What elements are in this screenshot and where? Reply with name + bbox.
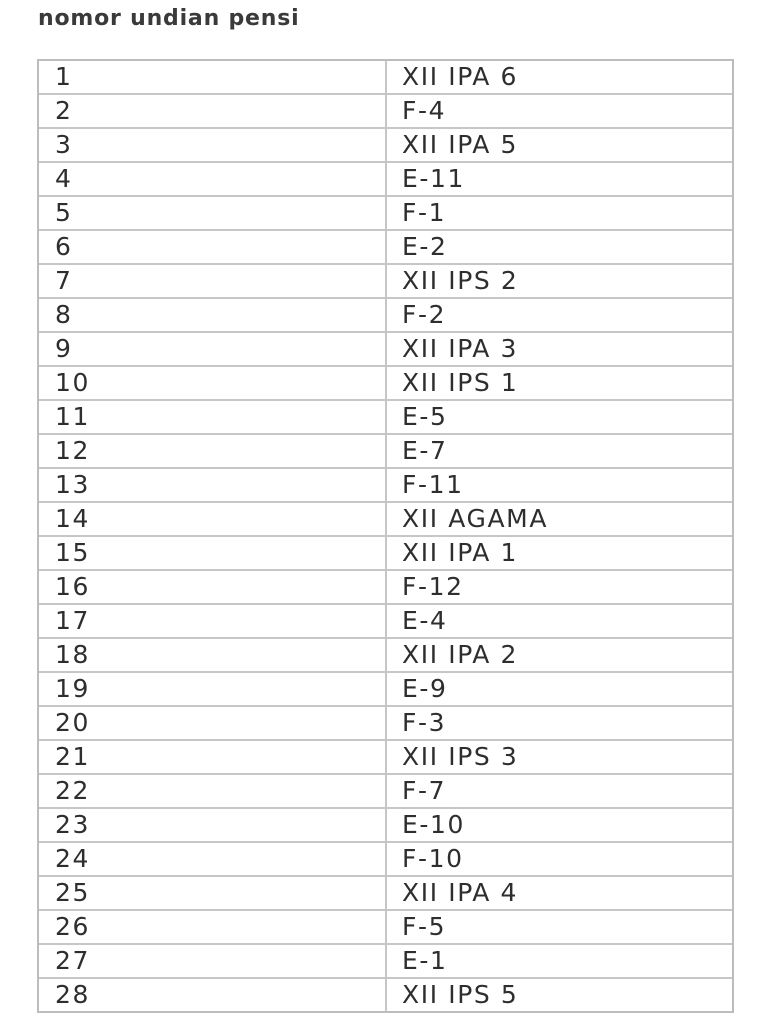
class-name-cell: XII IPA 2 bbox=[386, 638, 732, 672]
draw-number-cell: 21 bbox=[39, 740, 386, 774]
draw-number-cell: 2 bbox=[39, 94, 386, 128]
class-name-cell: XII AGAMA bbox=[386, 502, 732, 536]
class-name-cell: F-10 bbox=[386, 842, 732, 876]
draw-number-cell: 6 bbox=[39, 230, 386, 264]
table-row bbox=[39, 196, 732, 230]
draw-number-cell: 25 bbox=[39, 876, 386, 910]
class-name-cell: E-5 bbox=[386, 400, 732, 434]
draw-number-cell: 13 bbox=[39, 468, 386, 502]
class-name-cell: XII IPS 5 bbox=[402, 980, 519, 1009]
class-name-cell: E-1 bbox=[386, 944, 732, 978]
draw-number-cell: 1 bbox=[39, 61, 386, 94]
table-body bbox=[39, 61, 732, 1011]
table-row bbox=[39, 876, 732, 910]
table-row bbox=[39, 128, 732, 162]
draw-number-cell: 9 bbox=[39, 332, 386, 366]
class-name-cell: XII IPA 5 bbox=[386, 128, 732, 162]
class-name-cell: XII IPA 3 bbox=[386, 332, 732, 366]
class-name-cell: XII IPS 2 bbox=[386, 264, 732, 298]
table-row bbox=[39, 400, 732, 434]
draw-number-cell: 20 bbox=[39, 706, 386, 740]
class-name-cell: XII IPS 3 bbox=[386, 740, 732, 774]
class-name-cell: E-10 bbox=[386, 808, 732, 842]
class-name-cell: F-2 bbox=[386, 298, 732, 332]
table-row bbox=[39, 740, 732, 774]
class-name-cell: XII IPA 1 bbox=[386, 536, 732, 570]
table-row bbox=[39, 230, 732, 264]
draw-number-cell: 11 bbox=[39, 400, 386, 434]
lottery-table-grid bbox=[39, 61, 732, 1011]
table-row bbox=[39, 944, 732, 978]
draw-number-cell: 24 bbox=[39, 842, 386, 876]
table-row bbox=[39, 706, 732, 740]
table-row bbox=[39, 264, 732, 298]
table-row bbox=[39, 162, 732, 196]
draw-number-cell: 23 bbox=[39, 808, 386, 842]
table-row bbox=[39, 434, 732, 468]
class-name-cell: F-1 bbox=[386, 196, 732, 230]
table-row bbox=[39, 94, 732, 128]
table-row bbox=[39, 774, 732, 808]
table-row bbox=[39, 842, 732, 876]
draw-number-cell: 4 bbox=[39, 162, 386, 196]
draw-number-cell: 22 bbox=[39, 774, 386, 808]
draw-number-cell: 7 bbox=[39, 264, 386, 298]
draw-number-cell: 28 bbox=[39, 978, 386, 1011]
table-row bbox=[39, 570, 732, 604]
table-row bbox=[39, 808, 732, 842]
table-row bbox=[39, 536, 732, 570]
table-row bbox=[39, 468, 732, 502]
draw-number-cell: 27 bbox=[39, 944, 386, 978]
draw-number-cell: 17 bbox=[39, 604, 386, 638]
table-row bbox=[39, 910, 732, 944]
draw-number-cell: 10 bbox=[39, 366, 386, 400]
class-name-cell: E-7 bbox=[386, 434, 732, 468]
table-row bbox=[39, 298, 732, 332]
draw-number-cell: 18 bbox=[39, 638, 386, 672]
class-name-cell: E-2 bbox=[386, 230, 732, 264]
draw-number-cell: 12 bbox=[39, 434, 386, 468]
draw-number-cell: 26 bbox=[39, 910, 386, 944]
draw-number-cell: 3 bbox=[39, 128, 386, 162]
draw-number-cell: 8 bbox=[39, 298, 386, 332]
table-row bbox=[39, 61, 732, 94]
draw-number-cell: 14 bbox=[39, 502, 386, 536]
class-name-cell: E-4 bbox=[386, 604, 732, 638]
page-title: nomor undian pensi bbox=[38, 6, 300, 31]
lottery-table bbox=[37, 59, 734, 1013]
class-name-cell: F-12 bbox=[386, 570, 732, 604]
class-name-cell: F-3 bbox=[386, 706, 732, 740]
class-name-cell: E-11 bbox=[386, 162, 732, 196]
class-name-cell: E-9 bbox=[386, 672, 732, 706]
class-name-cell: F-11 bbox=[386, 468, 732, 502]
draw-number-cell: 5 bbox=[39, 196, 386, 230]
table-row bbox=[39, 604, 732, 638]
table-row bbox=[39, 638, 732, 672]
table-row bbox=[39, 502, 732, 536]
class-name-cell: F-7 bbox=[386, 774, 732, 808]
class-name-cell: F-5 bbox=[386, 910, 732, 944]
table-row bbox=[39, 978, 732, 1011]
draw-number-cell: 19 bbox=[39, 672, 386, 706]
class-name-cell: XII IPA 4 bbox=[386, 876, 732, 910]
class-name-cell: XII IPS 1 bbox=[386, 366, 732, 400]
table-row bbox=[39, 672, 732, 706]
table-row bbox=[39, 366, 732, 400]
class-name-cell: XII IPA 6 bbox=[386, 61, 732, 94]
table-row bbox=[39, 332, 732, 366]
class-name-cell: F-4 bbox=[386, 94, 732, 128]
draw-number-cell: 16 bbox=[39, 570, 386, 604]
draw-number-cell: 15 bbox=[39, 536, 386, 570]
